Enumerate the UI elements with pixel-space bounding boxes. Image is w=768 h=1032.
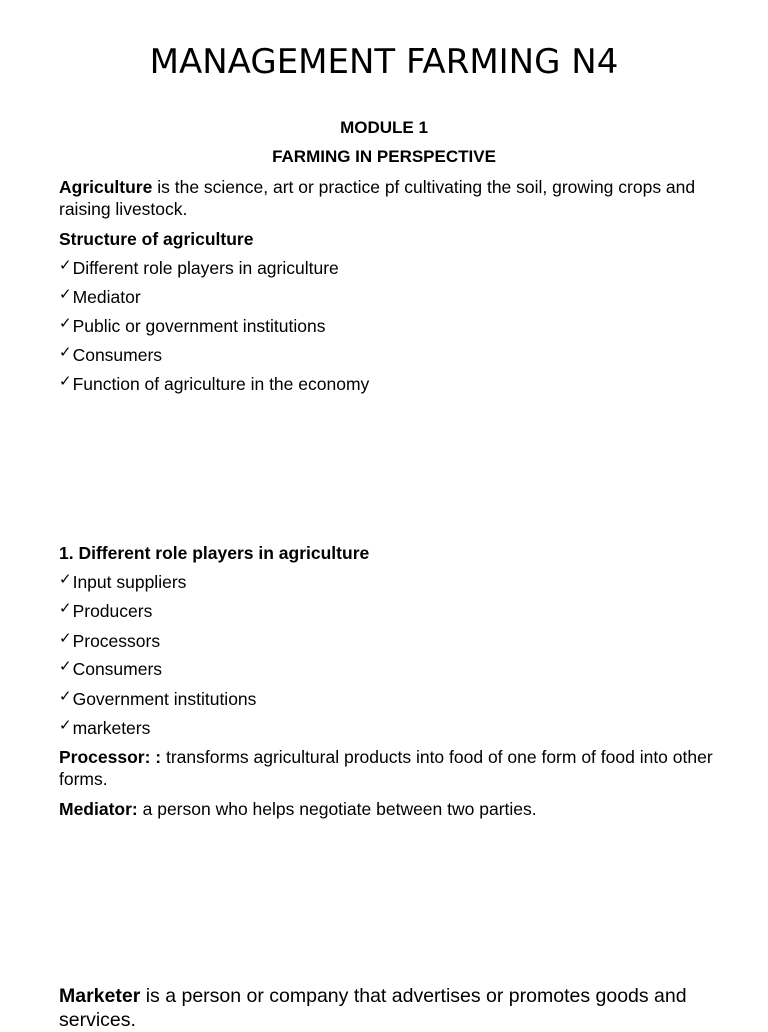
module-label: MODULE 1 (340, 118, 428, 137)
list-item (59, 658, 162, 682)
structure-heading: Structure of agriculture (59, 229, 254, 249)
list-item (59, 600, 152, 624)
processor-term: Processor: : (59, 747, 162, 767)
checkmark-icon: ✓ (59, 315, 72, 332)
checkmark-icon: ✓ (59, 600, 72, 617)
list-item-label: Consumers (72, 659, 163, 679)
section-subtitle: FARMING IN PERSPECTIVE (272, 147, 496, 166)
checkmark-icon: ✓ (59, 344, 72, 361)
checkmark-icon: ✓ (59, 571, 72, 588)
list-item (59, 630, 160, 654)
mediator-definition (59, 798, 719, 820)
role-players-heading: 1. Different role players in agriculture (59, 543, 370, 563)
agriculture-definition (59, 176, 719, 220)
agriculture-term: Agriculture (59, 177, 153, 197)
checkmark-icon: ✓ (59, 658, 72, 675)
list-item (59, 717, 150, 741)
checkmark-icon: ✓ (59, 286, 72, 303)
checkmark-icon: ✓ (59, 688, 72, 705)
list-item (59, 344, 162, 368)
list-item (59, 315, 325, 339)
processor-definition-text: transforms agricultural products into food of one form of food into other forms. (59, 747, 713, 789)
list-item (59, 373, 369, 397)
list-item-label: marketers (72, 718, 151, 738)
checkmark-icon: ✓ (59, 717, 72, 734)
list-item-label: Different role players in agriculture (72, 258, 339, 278)
list-item-label: Consumers (72, 345, 163, 365)
list-item-label: Producers (72, 601, 153, 621)
mediator-definition-text: a person who helps negotiate between two parties. (137, 799, 537, 819)
processor-definition (59, 746, 719, 790)
marketer-term: Marketer (59, 985, 141, 1007)
checkmark-icon: ✓ (59, 373, 72, 390)
checkmark-icon: ✓ (59, 257, 72, 274)
list-item (59, 571, 186, 595)
marketer-definition-text: is a person or company that advertises or promotes goods and services. (59, 985, 687, 1031)
list-item (59, 257, 339, 281)
list-item (59, 688, 256, 712)
list-item-label: Government institutions (72, 689, 257, 709)
marketer-definition (59, 984, 719, 1032)
agriculture-definition-text: is the science, art or practice pf cultivating the soil, growing crops and raising livestock. (59, 177, 696, 219)
checkmark-icon: ✓ (59, 630, 72, 647)
list-item-label: Public or government institutions (72, 316, 326, 336)
list-item-label: Processors (72, 631, 161, 651)
list-item-label: Input suppliers (72, 572, 187, 592)
mediator-term: Mediator: (59, 799, 138, 819)
list-item (59, 286, 141, 310)
page-title: MANAGEMENT FARMING N4 (149, 42, 619, 82)
list-item-label: Mediator (72, 287, 141, 307)
list-item-label: Function of agriculture in the economy (72, 374, 370, 394)
